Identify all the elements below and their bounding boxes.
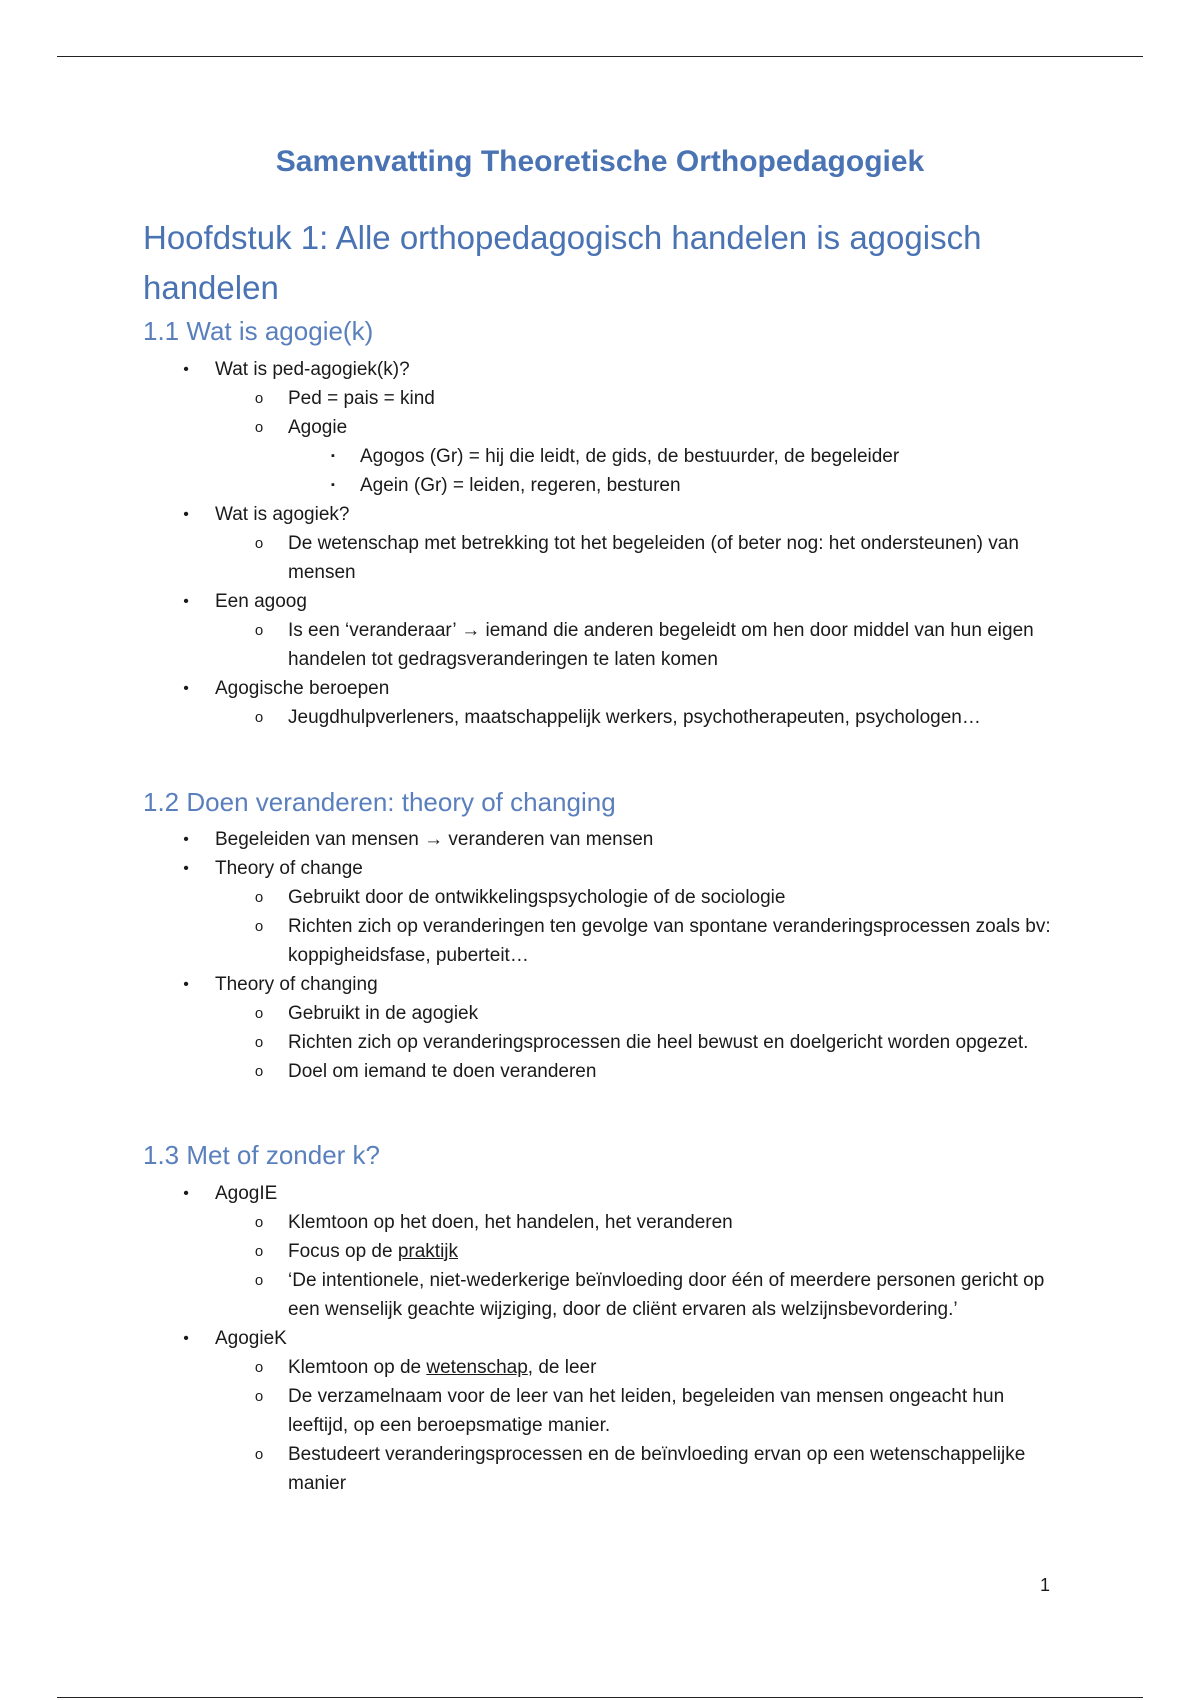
underlined-term: praktijk [397, 1241, 459, 1262]
list-item: o Richten zich op veranderingsprocessen die heel bewust en doelgericht worden opgezet. [0, 1028, 1200, 1057]
circle-bullet-icon: o [254, 1063, 264, 1080]
top-rule [57, 56, 1143, 57]
document-title: Samenvatting Theoretische Orthopedagogiek [275, 145, 925, 178]
circle-bullet-icon: o [254, 622, 264, 639]
list-item: o Klemtoon op de wetenschap, de leer [0, 1353, 1200, 1382]
section-1-1-list [0, 355, 1200, 732]
list-item: • Agogische beroepen [0, 674, 1200, 703]
list-item: o Doel om iemand te doen veranderen [0, 1057, 1200, 1086]
bullet-icon: • [183, 860, 189, 877]
circle-bullet-icon: o [254, 1005, 264, 1022]
section-heading-1-1: 1.1 Wat is agogie(k) [143, 316, 374, 346]
list-item: • Wat is agogiek? [0, 500, 1200, 529]
list-item: o Richten zich op veranderingen ten gevolge van spontane veranderingsprocessen zoals bv: koppigheidsfase, puberteit… [0, 912, 1200, 970]
bullet-icon: • [183, 831, 189, 848]
bullet-icon: • [183, 1185, 189, 1202]
circle-bullet-icon: o [254, 1243, 264, 1260]
list-item: • Wat is ped-agogiek(k)? [0, 355, 1200, 384]
list-item: • Theory of changing [0, 970, 1200, 999]
underlined-term: wetenschap [426, 1357, 528, 1378]
circle-bullet-icon: o [254, 390, 264, 407]
bottom-rule [57, 1697, 1143, 1698]
square-bullet-icon: ▪ [331, 450, 335, 462]
bullet-icon: • [183, 506, 189, 523]
circle-bullet-icon: o [254, 1388, 264, 1405]
list-item: o Jeugdhulpverleners, maatschappelijk werkers, psychotherapeuten, psychologen… [0, 703, 1200, 732]
list-item: o Focus op de praktijk [0, 1237, 1200, 1266]
list-item: • AgogIE [0, 1179, 1200, 1208]
circle-bullet-icon: o [254, 1214, 264, 1231]
circle-bullet-icon: o [254, 419, 264, 436]
circle-bullet-icon: o [254, 889, 264, 906]
list-item: • Theory of change [0, 854, 1200, 883]
list-item: o Is een ‘veranderaar’ → iemand die anderen begeleidt om hen door middel van hun eigen handelen tot gedragsveranderingen te laten komen [0, 616, 1200, 674]
list-item: ▪ Agogos (Gr) = hij die leidt, de gids, de bestuurder, de begeleider [0, 442, 1200, 471]
section-heading-1-3: 1.3 Met of zonder k? [143, 1140, 381, 1170]
list-item: o De wetenschap met betrekking tot het begeleiden (of beter nog: het ondersteunen) van mensen [0, 529, 1200, 587]
list-item: o Gebruikt in de agogiek [0, 999, 1200, 1028]
list-item: o Gebruikt door de ontwikkelingspsychologie of de sociologie [0, 883, 1200, 912]
bullet-icon: • [183, 976, 189, 993]
section-1-2-list [0, 825, 1200, 1086]
list-item: ▪ Agein (Gr) = leiden, regeren, besturen [0, 471, 1200, 500]
circle-bullet-icon: o [254, 1034, 264, 1051]
circle-bullet-icon: o [254, 535, 264, 552]
list-item: • Begeleiden van mensen → veranderen van mensen [0, 825, 1200, 854]
bullet-icon: • [183, 361, 189, 378]
list-item: • Een agoog [0, 587, 1200, 616]
list-item: o Klemtoon op het doen, het handelen, het veranderen [0, 1208, 1200, 1237]
bullet-icon: • [183, 680, 189, 697]
bullet-icon: • [183, 1330, 189, 1347]
circle-bullet-icon: o [254, 918, 264, 935]
list-item: o Bestudeert veranderingsprocessen en de beïnvloeding ervan op een wetenschappelijke manier [0, 1440, 1200, 1498]
circle-bullet-icon: o [254, 709, 264, 726]
list-item: • AgogieK [0, 1324, 1200, 1353]
circle-bullet-icon: o [254, 1446, 264, 1463]
section-heading-1-2: 1.2 Doen veranderen: theory of changing [143, 787, 616, 817]
chapter-heading: Hoofdstuk 1: Alle orthopedagogisch handelen is agogisch handelen [143, 219, 982, 306]
square-bullet-icon: ▪ [331, 479, 335, 491]
list-item: o ‘De intentionele, niet-wederkerige beïnvloeding door één of meerdere personen gericht op een wenselijk geachte wijziging, door de cliënt ervaren als welzijnsbevordering.’ [0, 1266, 1200, 1324]
circle-bullet-icon: o [254, 1272, 264, 1289]
list-item: o De verzamelnaam voor de leer van het leiden, begeleiden van mensen ongeacht hun leeftijd, op een beroepsmatige manier. [0, 1382, 1200, 1440]
list-item: o Ped = pais = kind [0, 384, 1200, 413]
section-1-3-list [0, 1179, 1200, 1498]
circle-bullet-icon: o [254, 1359, 264, 1376]
bullet-icon: • [183, 593, 189, 610]
list-item: o Agogie [0, 413, 1200, 442]
page-number: 1 [1040, 1575, 1051, 1595]
